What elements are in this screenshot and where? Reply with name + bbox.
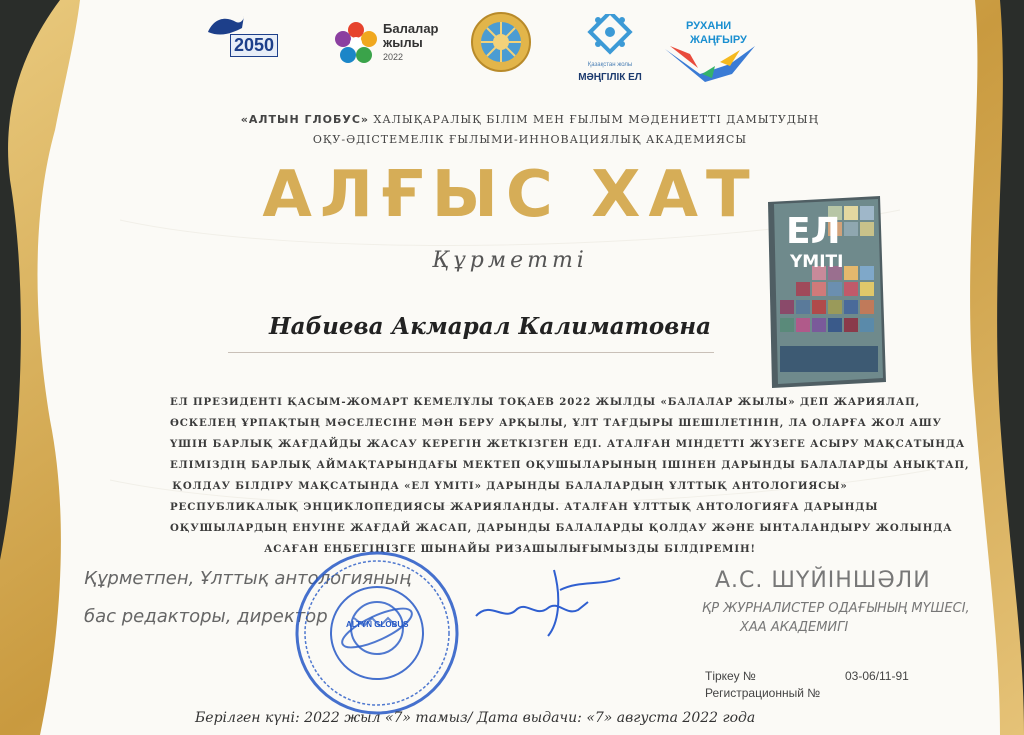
body-line: ЕЛ ПРЕЗИДЕНТІ ҚАСЫМ-ЖОМАРТ КЕМЕЛҰЛЫ ТОҚАЕВ 2022 ЖЫЛДЫ «БАЛАЛАР ЖЫЛЫ» ДЕП ЖАРИЯЛАП,: [170, 396, 921, 408]
registration-label-ru: Регистрационный №: [705, 686, 821, 700]
registration-number: 03-06/11-91: [845, 669, 909, 683]
emblem-icon: [470, 10, 532, 74]
signatory-title-line1: ҚР ЖУРНАЛИСТЕР ОДАҒЫНЫҢ МҮШЕСІ,: [702, 601, 970, 616]
recipient-name: Набиева Акмарал Калиматовна: [268, 313, 712, 340]
issue-date: Берілген күні: 2022 жыл «7» тамыз/ Дата выдачи: «7» августа 2022 года: [195, 710, 756, 726]
handwritten-signature: [470, 560, 630, 640]
balalar-year: 2022: [383, 52, 404, 62]
organization-line2: ОҚУ-ӘДІСТЕМЕЛІК ҒЫЛЫМИ-ИННОВАЦИЯЛЫҚ АКАДЕМИЯСЫ: [312, 133, 748, 146]
organization-name: «АЛТЫН ГЛОБУС»: [240, 113, 370, 126]
flower-icon: [333, 20, 379, 66]
body-line: РЕСПУБЛИКАЛЫҚ ЭНЦИКЛОПЕДИЯСЫ ЖАРИЯЛАНДЫ. АТАЛҒАН ҰЛТТЫҚ АНТОЛОГИЯҒА ДАРЫНДЫ: [170, 501, 879, 513]
salutation: Құрметті: [432, 248, 588, 273]
registration-label-kz: Тіркеу №: [705, 669, 756, 683]
bird-icon: [660, 44, 760, 84]
organization-line1-rest: ХАЛЫҚАРАЛЫҚ БІЛІМ МЕН ҒЫЛЫМ МӘДЕНИЕТТІ ДАМЫТУДЫҢ: [369, 113, 820, 126]
book-cover-image: [768, 196, 888, 388]
body-line: ҚОЛДАУ БІЛДІРУ МАҚСАТЫНДА «ЕЛ ҮМІТІ» ДАРЫНДЫ БАЛАЛАРДЫҢ ҰЛТТЫҚ АНТОЛОГИЯСЫ»: [172, 480, 848, 492]
strategy-2050-logo: [200, 12, 292, 62]
body-line: АСАҒАН ЕҢБЕГІҢІЗГЕ ШЫНАЙЫ РИЗАШЫЛЫҒЫМЫЗДЫ БІЛДІРЕМІН!: [264, 543, 756, 555]
body-line: ӨСКЕЛЕҢ ҰРПАҚТЫҢ МӘСЕЛЕСІНЕ МӘН БЕРУ АРҚЫЛЫ, ҰЛТ ТАҒДЫРЫ ШЕШІЛЕТІНІН, ЛА ОЛАРҒА ЖОЛ АШУ: [170, 417, 942, 429]
body-line: ОҚУШЫЛАРДЫҢ ЕНУІНЕ ЖАҒДАЙ ЖАСАП, ДАРЫНДЫ БАЛАЛАРДЫ ҚОЛДАУ ЖӘНЕ ЫНТАЛАНДЫРУ ЖОЛЫНДА: [170, 522, 953, 534]
ornament-icon: [570, 14, 650, 62]
signatory-name: А.С. ШҮЙІНШӘЛИ: [715, 568, 931, 593]
book-subtitle: ҮМІТІ: [790, 252, 844, 272]
mangilik-caption: МӘҢГІЛІК ЕЛ: [578, 72, 642, 83]
rukhani-line1: РУХАНИ: [686, 20, 732, 32]
mangilik-el-logo: [570, 14, 650, 84]
rukhani-janghyru-logo: [660, 18, 760, 83]
body-line: ҮШІН БАРЛЫҚ ЖАҒДАЙДЫ ЖАСАУ КЕРЕГІН ЖЕТКІЗГЕН ЕДІ. АТАЛҒАН МІНДЕТТІ ЖҮЗЕГЕ АСЫРУ МАҚСАТЫНДА: [170, 438, 966, 450]
balalar-line2: жылы: [383, 35, 423, 50]
certificate-title: АЛҒЫС ХАТ: [262, 158, 758, 232]
signature-left-line2: бас редакторы, директор: [84, 606, 328, 627]
book-title: ЕЛ: [786, 211, 841, 252]
state-emblem: [470, 10, 532, 74]
official-stamp: [292, 548, 462, 718]
recipient-underline: [228, 352, 714, 353]
stamp-center-text: ALTYN GLOBUS: [346, 620, 409, 629]
rukhani-line2: ЖАҢҒЫРУ: [690, 34, 747, 46]
signatory-title-line2: ХАА АКАДЕМИГІ: [740, 620, 849, 635]
body-text: [170, 392, 970, 560]
body-line: ЕЛІМІЗДІҢ БАРЛЫҚ АЙМАҚТАРЫНДАҒЫ МЕКТЕП ОҚУШЫЛАРЫНЫҢ ІШІНЕН ДАРЫНДЫ БАЛАЛАРДЫ АНЫҚТАП,: [170, 459, 970, 471]
mangilik-small-text: Қазақстан жолы: [587, 62, 633, 68]
strategy-2050-text: 2050: [230, 34, 278, 57]
balalar-line1: Балалар: [383, 21, 439, 36]
balalar-jyly-logo: [333, 16, 453, 68]
organization-line1: [150, 113, 910, 126]
signature-left-line1: Құрметпен, Ұлттық антологияның: [84, 568, 411, 589]
